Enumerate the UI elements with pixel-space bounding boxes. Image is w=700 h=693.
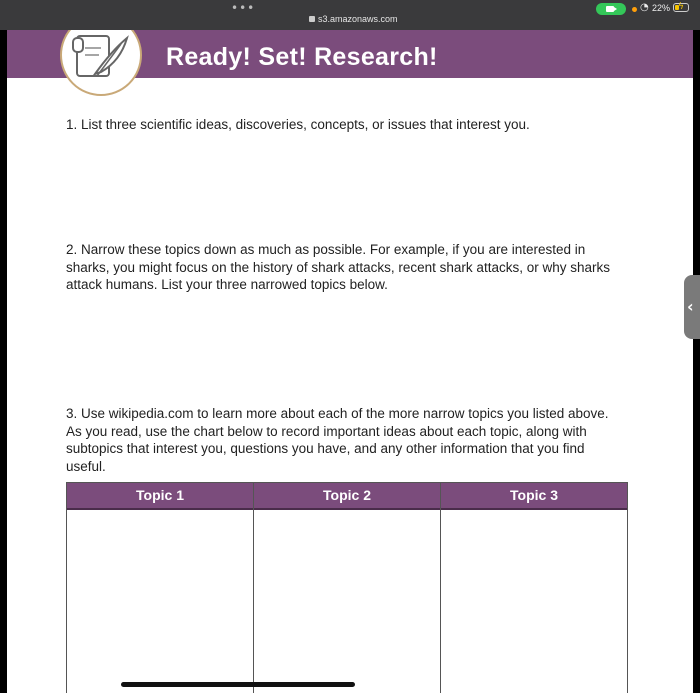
header-topic-3: Topic 3 (510, 487, 558, 503)
lock-icon (309, 16, 315, 22)
mic-indicator-icon (632, 7, 637, 12)
header-topic-1: Topic 1 (136, 487, 184, 503)
camera-indicator (596, 3, 626, 15)
question-2: 2. Narrow these topics down as much as possible. For example, if you are interested in sharks, you might focus on the history of shark attacks, recent shark attacks, or why sharks attack humans. List your three narrowed topics below. (66, 242, 610, 292)
battery-percent: 22% (652, 3, 671, 13)
scroll-quill-icon (71, 30, 133, 82)
logo-badge (60, 30, 142, 96)
document-page (7, 30, 693, 693)
url-text: s3.amazonaws.com (318, 14, 398, 24)
status-bar (0, 0, 700, 30)
wifi-icon: ◔ (640, 2, 649, 13)
topics-table (66, 482, 628, 693)
home-indicator[interactable] (121, 682, 355, 687)
camera-icon (606, 6, 614, 12)
address-bar[interactable] (309, 14, 398, 24)
battery-icon: ϟ (673, 3, 689, 12)
chevron-left-icon: ‹ (687, 297, 694, 316)
header-topic-2: Topic 2 (323, 487, 371, 503)
multitasking-dots-icon[interactable]: ••• (231, 1, 256, 15)
side-panel-tab[interactable] (684, 275, 700, 339)
question-3: 3. Use wikipedia.com to learn more about each of the more narrow topics you listed above. As you read, use the chart below to record important ideas about each topic, along with subtopics that interest you, questions you have, and any other information that you find useful. (66, 406, 609, 474)
page-title: Ready! Set! Research! (166, 43, 438, 71)
table-header (67, 483, 627, 510)
column-divider (253, 483, 254, 693)
column-divider (440, 483, 441, 693)
question-1: 1. List three scientific ideas, discoveries, concepts, or issues that interest you. (66, 117, 530, 132)
